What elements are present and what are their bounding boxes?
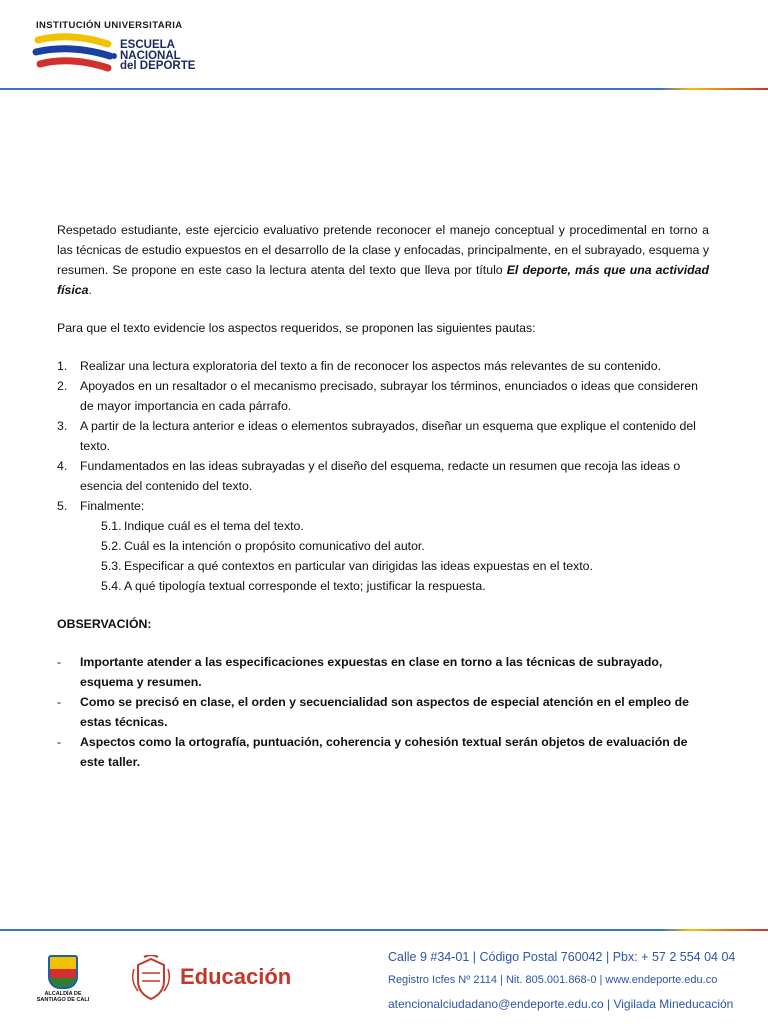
item-text: Finalmente: [80, 499, 145, 513]
observation-text: Aspectos como la ortografía, puntuación, coherencia y cohesión textual serán objetos de evaluación de este taller. [80, 735, 688, 769]
sub-list [80, 516, 709, 596]
list-item [57, 376, 709, 416]
sub-item-text: Indique cuál es el tema del texto. [124, 519, 304, 533]
item-number: 2. [57, 379, 68, 393]
cali-label-line: ALCALDÍA DE [44, 991, 82, 997]
contact-block [388, 947, 748, 1014]
observations-list [57, 652, 709, 772]
escuela-logo-icon [30, 30, 120, 78]
contact-registry: Registro Icfes Nº 2114 | Nit. 805.001.868-0 | www.endeporte.edu.co [388, 974, 718, 986]
header-divider [0, 88, 768, 90]
bullet-dash: - [57, 695, 62, 709]
guidelines-intro: Para que el texto evidencie los aspectos requeridos, se proponen las siguientes pautas: [57, 321, 536, 335]
logo-line: NACIONAL [120, 49, 181, 62]
guidelines-list [57, 356, 709, 596]
list-item [57, 356, 709, 376]
item-number: 4. [57, 459, 68, 473]
intro-paragraph [57, 220, 709, 300]
observation-text: Importante atender a las especificaciones expuestas en clase en torno a las técnicas de subrayado, esquema y resumen. [80, 655, 663, 689]
institution-label: INSTITUCIÓN UNIVERSITARIA [36, 20, 183, 31]
observation-item [57, 732, 709, 772]
item-number: 1. [57, 359, 68, 373]
observation-heading: OBSERVACIÓN: [57, 617, 152, 631]
item-number: 3. [57, 419, 68, 433]
logo-line: ESCUELA [120, 39, 175, 51]
item-number: 5. [57, 499, 68, 513]
list-item [57, 416, 709, 456]
sub-item-number: 5.3. [101, 559, 122, 573]
intro-end: . [88, 283, 92, 297]
education-label: Educación [180, 964, 292, 989]
cali-logo [28, 955, 98, 1005]
text-title: El deporte, más que una actividad física [57, 263, 709, 297]
item-text: A partir de la lectura anterior e ideas o elementos subrayados, diseñar un esquema que explique el contenido del texto. [80, 419, 696, 453]
sub-item-number: 5.1. [101, 519, 122, 533]
contact-email: atencionalciudadano@endeporte.edu.co | Vigilada Mineducación [388, 997, 734, 1011]
sub-item-number: 5.4. [101, 579, 122, 593]
cali-crest-icon [48, 955, 78, 989]
sub-list-item [80, 536, 709, 556]
footer-divider [0, 929, 768, 931]
contact-address: Calle 9 #34-01 | Código Postal 760042 | Pbx: + 57 2 554 04 04 [388, 950, 736, 964]
bullet-dash: - [57, 735, 62, 749]
logo-wordmark [120, 40, 195, 72]
sub-list-item [80, 556, 709, 576]
sub-list-item [80, 516, 709, 536]
cali-label [28, 991, 98, 1003]
document-body [57, 220, 709, 772]
sub-item-number: 5.2. [101, 539, 122, 553]
cali-label-line: SANTIAGO DE CALI [36, 997, 90, 1003]
colombia-shield-icon [130, 955, 172, 1003]
list-item [57, 456, 709, 496]
sub-item-text: Cuál es la intención o propósito comunicativo del autor. [124, 539, 425, 553]
intro-text: Respetado estudiante, este ejercicio evaluativo pretende reconocer el manejo conceptual y procedimental en torno a las técnicas de estudio expuestos en el desarrollo de la clase y enfocadas, principalmente, en el subrayado, esquema y resumen. Se propone en este caso la lectura atenta del texto que lleva por título [57, 223, 709, 277]
item-text: Realizar una lectura exploratoria del texto a fin de reconocer los aspectos más relevantes de su contenido. [80, 359, 662, 373]
bullet-dash: - [57, 655, 62, 669]
page-header [0, 0, 768, 92]
item-text: Apoyados en un resaltador o el mecanismo precisado, subrayar los términos, enunciados o ideas que consideren de mayor importancia en cada párrafo. [80, 379, 698, 413]
item-text: Fundamentados en las ideas subrayadas y el diseño del esquema, redacte un resumen que recoja las ideas o esencia del contenido del texto. [80, 459, 681, 493]
logo-line: del DEPORTE [120, 60, 196, 72]
sub-list-item [80, 576, 709, 596]
list-item [57, 496, 709, 596]
sub-item-text: A qué tipología textual corresponde el texto; justificar la respuesta. [124, 579, 486, 593]
observation-item [57, 692, 709, 732]
observation-text: Como se precisó en clase, el orden y secuencialidad son aspectos de especial atención en el empleo de estas técnicas. [80, 695, 689, 729]
sub-item-text: Especificar a qué contextos en particular van dirigidas las ideas expuestas en el texto. [124, 559, 593, 573]
observation-item [57, 652, 709, 692]
